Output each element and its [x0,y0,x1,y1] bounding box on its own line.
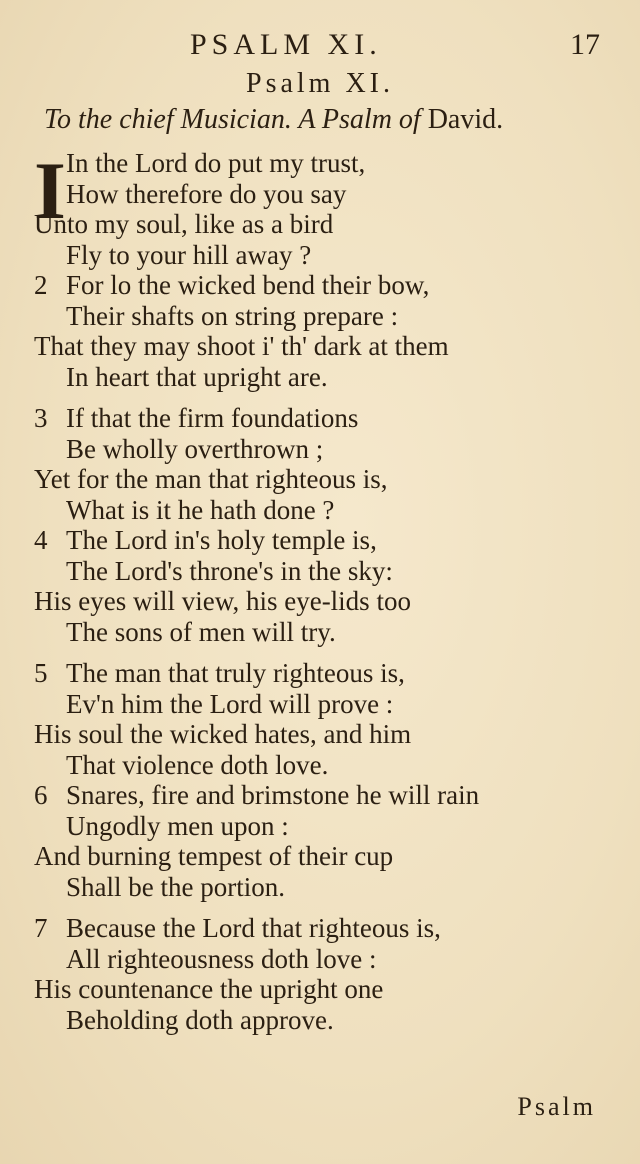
verse-text: The man that truly righteous is, [66,658,405,688]
verse-text: His eyes will view, his eye-lids too [34,586,411,616]
verse-text: His soul the wicked hates, and him [34,719,412,749]
verse-text: All righteousness doth love : [66,943,377,974]
verse-text: Their shafts on string prepare : [66,300,399,331]
verse-text: How therefore do you say [66,178,347,209]
verse-text: In heart that upright are. [66,361,328,392]
verse-number: 3 [34,403,48,433]
page-number: 17 [570,28,600,61]
verse-text: Fly to your hill away ? [66,239,312,270]
verse-text: His countenance the upright one [34,974,384,1004]
verse-line [34,148,614,179]
superscription-name: David. [427,104,504,135]
verse-text: Unto my soul, like as a bird [34,209,334,239]
verse-text: The Lord in's holy temple is, [66,525,377,555]
verse-number: 2 [34,270,48,300]
running-title: PSALM XI. [190,28,382,61]
verse-line [34,301,614,332]
verse-number: 6 [34,780,48,810]
verse-line [34,495,614,526]
verse-text: If that the firm foundations [66,403,359,433]
verse-text: That they may shoot i' th' dark at them [34,331,449,361]
verse-line [34,209,614,240]
verse-line [34,658,614,689]
verse-line [34,811,614,842]
verse-line [34,913,614,944]
verse-line [34,719,614,750]
verse-text: For lo the wicked bend their bow, [66,270,430,300]
verse-text: Be wholly overthrown ; [66,433,324,464]
verse-line [34,556,614,587]
verse-line [34,403,614,434]
verse-text: Beholding doth approve. [66,1004,334,1035]
verse-line [34,270,614,301]
verse-number: 7 [34,913,48,943]
verse-line [34,974,614,1005]
verse-line [34,586,614,617]
verse-line [34,240,614,271]
verse-line [34,750,614,781]
verse-line [34,944,614,975]
verse-line [34,179,614,210]
verse-text: Snares, fire and brimstone he will rain [66,780,480,810]
verse-text: The Lord's throne's in the sky: [66,555,393,586]
verse-line [34,1005,614,1036]
superscription-italic: To the chief Musician. A Psalm of [44,104,421,135]
verse-text: Yet for the man that righteous is, [34,464,388,494]
verse-number: 4 [34,525,48,555]
verse-text: Shall be the portion. [66,871,285,902]
verse-line [34,331,614,362]
running-head [0,28,640,68]
verse-number: 5 [34,658,48,688]
verse-line [34,464,614,495]
verse-text: Ev'n him the Lord will prove : [66,688,394,719]
verse-text: And burning tempest of their cup [34,841,394,871]
verse-line [34,525,614,556]
verse-line [34,841,614,872]
verse-text: What is it he hath done ? [66,494,335,525]
verse-line [34,872,614,903]
verse-text: Ungodly men upon : [66,810,289,841]
psalm-title: Psalm XI. [246,68,394,99]
verse-line [34,362,614,393]
drop-cap: I [34,145,66,236]
psalm-text [34,145,614,1035]
catchword: Psalm [517,1092,596,1121]
verse-text: In the Lord do put my trust, [66,148,366,178]
verse-text: That violence doth love. [66,749,329,780]
verse-text: Because the Lord that righteous is, [66,913,441,943]
verse-line [34,617,614,648]
verse-line [34,689,614,720]
verse-text: The sons of men will try. [66,616,336,647]
verse-line [34,434,614,465]
verse-line [34,780,614,811]
superscription [44,104,614,136]
